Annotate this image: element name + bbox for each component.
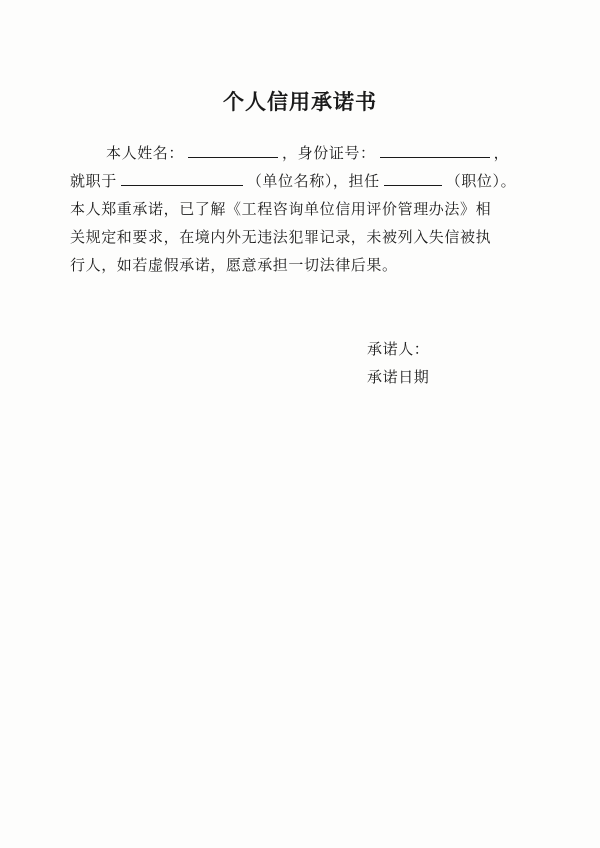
commitment-line-2: 关规定和要求，在境内外无违法犯罪记录，未被列入失信被执 (70, 228, 492, 246)
name-label: 本人姓名： (106, 144, 185, 162)
position-blank (384, 171, 442, 186)
promisor-label: 承诺人： (367, 340, 430, 358)
commitment-line-1: 本人郑重承诺，已了解《工程咨询单位信用评价管理办法》相 (70, 200, 492, 218)
employment-prefix: 就职于 (70, 172, 117, 190)
unit-name-blank (121, 171, 243, 186)
employment-line (70, 170, 516, 191)
id-number-blank (380, 143, 490, 158)
id-number-label: ，身份证号： (282, 144, 376, 162)
unit-name-label: （单位名称），担任 (246, 172, 380, 190)
document-title: 个人信用承诺书 (223, 89, 377, 114)
position-label: （职位）。 (445, 172, 517, 190)
line1-end: ， (493, 144, 510, 162)
commitment-line-3: 行人，如若虚假承诺，愿意承担一切法律后果。 (70, 256, 398, 274)
name-blank (188, 143, 278, 158)
promise-date-label: 承诺日期 (367, 368, 430, 386)
name-id-line (106, 142, 509, 163)
